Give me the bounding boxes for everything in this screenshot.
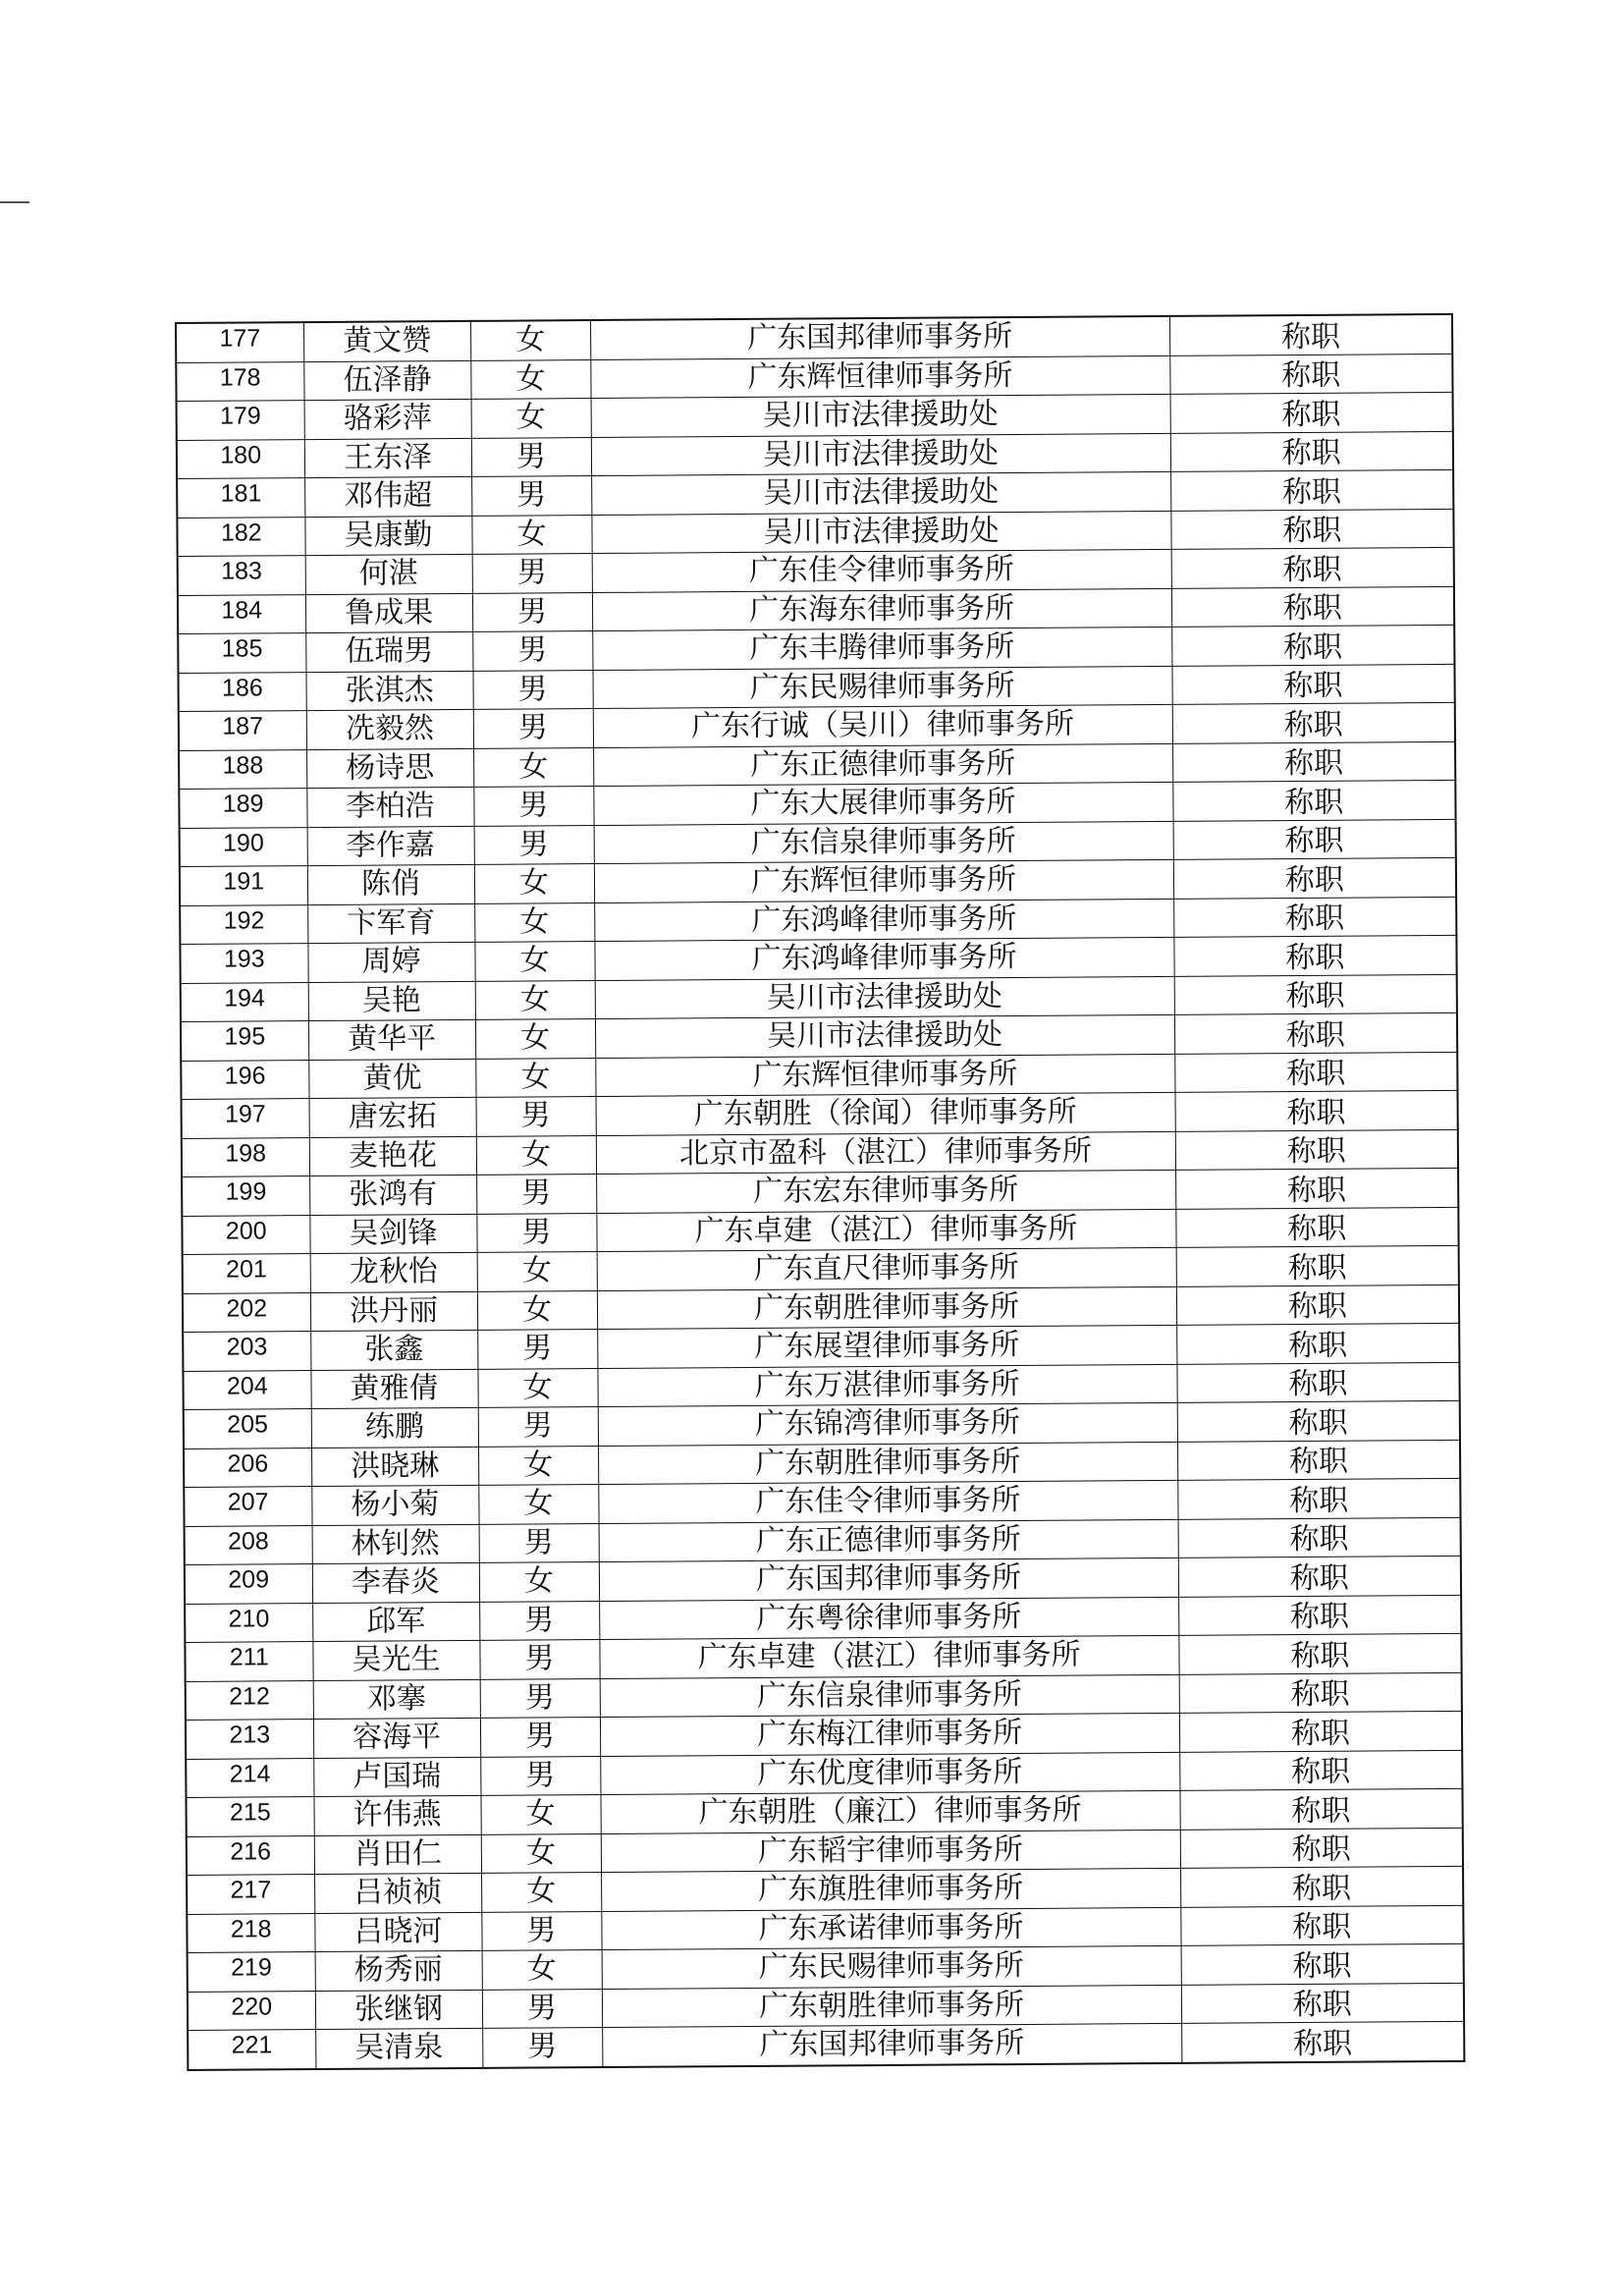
law-firm-cell: 广东鸿峰律师事务所 xyxy=(594,937,1173,980)
evaluation-result-cell: 称职 xyxy=(1169,314,1452,355)
lawyer-name-cell: 龙秋怡 xyxy=(310,1252,477,1292)
evaluation-result-cell: 称职 xyxy=(1172,780,1455,821)
gender-cell: 男 xyxy=(479,1601,599,1640)
gender-cell: 女 xyxy=(474,902,594,942)
row-number-cell: 202 xyxy=(183,1292,310,1332)
law-firm-cell: 广东优度律师事务所 xyxy=(600,1752,1179,1795)
law-firm-cell: 广东万湛律师事务所 xyxy=(597,1364,1176,1407)
row-number-cell: 210 xyxy=(185,1603,312,1642)
gender-cell: 男 xyxy=(472,631,592,671)
law-firm-cell: 广东朝胜（廉江）律师事务所 xyxy=(600,1790,1179,1833)
gender-cell: 男 xyxy=(482,2028,602,2068)
lawyer-name-cell: 吕祯祯 xyxy=(314,1873,481,1913)
row-number-cell: 203 xyxy=(183,1332,310,1371)
row-number-cell: 186 xyxy=(178,672,305,711)
lawyer-name-cell: 吴清泉 xyxy=(315,2028,482,2068)
lawyer-name-cell: 何湛 xyxy=(305,554,472,594)
evaluation-result-cell: 称职 xyxy=(1169,354,1452,395)
lawyer-name-cell: 林钊然 xyxy=(312,1524,479,1564)
row-number-cell: 200 xyxy=(182,1215,309,1254)
gender-cell: 女 xyxy=(473,747,593,787)
lawyer-name-cell: 张继钢 xyxy=(315,1990,482,2030)
evaluation-result-cell: 称职 xyxy=(1170,469,1453,511)
table-body xyxy=(176,314,1464,2070)
lawyer-name-cell: 李作嘉 xyxy=(307,826,474,866)
law-firm-cell: 广东国邦律师事务所 xyxy=(602,2023,1181,2066)
gender-cell: 男 xyxy=(479,1640,599,1679)
gender-cell: 女 xyxy=(474,864,594,903)
gender-cell: 女 xyxy=(474,942,594,981)
gender-cell: 男 xyxy=(476,1097,596,1136)
evaluation-result-cell: 称职 xyxy=(1180,1866,1463,1907)
gender-cell: 女 xyxy=(471,399,591,438)
gender-cell: 女 xyxy=(475,1058,595,1097)
evaluation-result-cell: 称职 xyxy=(1177,1440,1460,1481)
evaluation-result-cell: 称职 xyxy=(1172,741,1455,783)
law-firm-cell: 广东信泉律师事务所 xyxy=(600,1674,1179,1718)
row-number-cell: 217 xyxy=(187,1875,314,1914)
evaluation-result-cell: 称职 xyxy=(1179,1711,1462,1752)
evaluation-result-cell: 称职 xyxy=(1178,1556,1461,1597)
gender-cell: 男 xyxy=(471,476,591,516)
gender-cell: 女 xyxy=(478,1446,598,1485)
row-number-cell: 207 xyxy=(184,1487,311,1526)
lawyer-name-cell: 许伟燕 xyxy=(313,1795,480,1835)
evaluation-result-cell: 称职 xyxy=(1176,1285,1459,1326)
evaluation-result-cell: 称职 xyxy=(1177,1400,1460,1442)
lawyer-name-cell: 伍泽静 xyxy=(303,360,470,401)
lawyer-name-cell: 张鑫 xyxy=(310,1330,477,1370)
law-firm-cell: 广东佳令律师事务所 xyxy=(592,549,1171,592)
evaluation-result-cell: 称职 xyxy=(1181,1983,1464,2024)
gender-cell: 男 xyxy=(480,1678,600,1718)
lawyer-name-cell: 卞军育 xyxy=(307,903,474,944)
row-number-cell: 221 xyxy=(188,2030,315,2070)
row-number-cell: 187 xyxy=(179,711,306,750)
evaluation-result-cell: 称职 xyxy=(1180,1828,1463,1869)
gender-cell: 男 xyxy=(472,592,592,631)
row-number-cell: 216 xyxy=(187,1835,314,1875)
lawyer-name-cell: 骆彩萍 xyxy=(304,399,471,439)
law-firm-cell: 广东朝胜（徐闻）律师事务所 xyxy=(596,1092,1175,1135)
lawyer-name-cell: 吴康勤 xyxy=(304,516,471,556)
lawyer-name-cell: 黄雅倩 xyxy=(310,1369,477,1409)
row-number-cell: 209 xyxy=(185,1564,312,1604)
row-number-cell: 215 xyxy=(186,1797,313,1836)
gender-cell: 男 xyxy=(477,1330,597,1369)
gender-cell: 女 xyxy=(481,1873,601,1912)
gender-cell: 男 xyxy=(473,787,593,826)
lawyer-name-cell: 唐宏拓 xyxy=(309,1097,476,1137)
lawyer-name-cell: 卢国瑞 xyxy=(313,1757,480,1797)
gender-cell: 男 xyxy=(480,1756,600,1795)
row-number-cell: 188 xyxy=(179,749,306,789)
lawyer-name-cell: 杨小菊 xyxy=(311,1485,478,1525)
row-number-cell: 191 xyxy=(180,866,307,905)
law-firm-cell: 吴川市法律援助处 xyxy=(591,511,1170,554)
row-number-cell: 218 xyxy=(187,1913,314,1952)
gender-cell: 女 xyxy=(481,1833,601,1873)
row-number-cell: 178 xyxy=(176,361,303,401)
row-number-cell: 206 xyxy=(184,1448,311,1487)
row-number-cell: 179 xyxy=(177,401,304,440)
lawyer-name-cell: 张鸿有 xyxy=(309,1175,476,1215)
evaluation-result-cell: 称职 xyxy=(1181,2021,1464,2062)
law-firm-cell: 广东辉恒律师事务所 xyxy=(595,1054,1174,1097)
row-number-cell: 189 xyxy=(179,789,306,828)
law-firm-cell: 广东民赐律师事务所 xyxy=(602,1945,1181,1989)
law-firm-cell: 广东卓建（湛江）律师事务所 xyxy=(599,1635,1178,1678)
evaluation-result-cell: 称职 xyxy=(1171,625,1454,666)
lawyer-name-cell: 杨诗思 xyxy=(306,748,473,789)
gender-cell: 女 xyxy=(475,1019,595,1059)
law-firm-cell: 吴川市法律援助处 xyxy=(591,394,1170,437)
gender-cell: 男 xyxy=(471,437,591,476)
row-number-cell: 195 xyxy=(181,1021,308,1061)
evaluation-result-cell: 称职 xyxy=(1175,1168,1458,1209)
gender-cell: 女 xyxy=(480,1795,600,1834)
evaluation-result-cell: 称职 xyxy=(1175,1207,1458,1248)
law-firm-cell: 广东行诚（吴川）律师事务所 xyxy=(593,704,1172,747)
gender-cell: 女 xyxy=(476,1135,596,1175)
lawyer-name-cell: 李柏浩 xyxy=(306,787,473,827)
lawyer-name-cell: 冼毅然 xyxy=(306,709,473,749)
law-firm-cell: 广东承诺律师事务所 xyxy=(601,1907,1180,1950)
evaluation-result-cell: 称职 xyxy=(1179,1788,1462,1830)
gender-cell: 女 xyxy=(477,1290,597,1330)
evaluation-result-cell: 称职 xyxy=(1170,392,1453,433)
gender-cell: 男 xyxy=(478,1407,598,1447)
row-number-cell: 208 xyxy=(185,1525,312,1564)
law-firm-cell: 广东辉恒律师事务所 xyxy=(594,859,1173,902)
law-firm-cell: 吴川市法律援助处 xyxy=(595,1014,1174,1058)
lawyer-name-cell: 黄文赞 xyxy=(303,321,470,361)
lawyer-name-cell: 洪晓琳 xyxy=(311,1447,478,1487)
table-row xyxy=(188,2021,1464,2069)
row-number-cell: 199 xyxy=(182,1176,309,1216)
evaluation-result-cell: 称职 xyxy=(1173,935,1456,976)
evaluation-result-cell: 称职 xyxy=(1180,1905,1463,1946)
gender-cell: 女 xyxy=(479,1562,599,1602)
law-firm-cell: 广东正德律师事务所 xyxy=(593,743,1172,787)
gender-cell: 女 xyxy=(482,1950,602,1990)
lawyer-name-cell: 洪丹丽 xyxy=(310,1291,477,1332)
law-firm-cell: 广东朝胜律师事务所 xyxy=(597,1286,1176,1330)
row-number-cell: 182 xyxy=(177,517,304,556)
law-firm-cell: 广东卓建（湛江）律师事务所 xyxy=(596,1209,1175,1252)
row-number-cell: 185 xyxy=(178,633,305,673)
lawyer-name-cell: 吴艳 xyxy=(308,981,475,1021)
gender-cell: 男 xyxy=(479,1523,599,1562)
law-firm-cell: 广东国邦律师事务所 xyxy=(599,1558,1178,1601)
evaluation-result-cell: 称职 xyxy=(1178,1595,1461,1636)
law-firm-cell: 广东信泉律师事务所 xyxy=(594,821,1173,864)
evaluation-result-cell: 称职 xyxy=(1170,509,1453,550)
row-number-cell: 197 xyxy=(182,1099,309,1138)
lawyer-name-cell: 李春炎 xyxy=(312,1562,479,1603)
gender-cell: 女 xyxy=(477,1368,597,1407)
lawyer-name-cell: 容海平 xyxy=(313,1718,480,1758)
gender-cell: 男 xyxy=(481,1911,601,1950)
law-firm-cell: 广东朝胜律师事务所 xyxy=(602,1985,1181,2028)
row-number-cell: 196 xyxy=(181,1060,308,1099)
gender-cell: 女 xyxy=(477,1252,597,1291)
evaluation-result-cell: 称职 xyxy=(1175,1129,1458,1171)
lawyer-name-cell: 邓搴 xyxy=(313,1679,480,1720)
row-number-cell: 214 xyxy=(186,1758,313,1797)
law-firm-cell: 广东展望律师事务所 xyxy=(597,1325,1176,1368)
row-number-cell: 212 xyxy=(186,1680,313,1720)
gender-cell: 女 xyxy=(470,320,590,360)
lawyer-name-cell: 陈俏 xyxy=(307,864,474,904)
law-firm-cell: 北京市盈科（湛江）律师事务所 xyxy=(596,1131,1175,1175)
evaluation-result-cell: 称职 xyxy=(1176,1323,1459,1364)
law-firm-cell: 广东海东律师事务所 xyxy=(592,588,1171,631)
row-number-cell: 205 xyxy=(184,1409,311,1449)
law-firm-cell: 广东民赐律师事务所 xyxy=(592,666,1171,709)
gender-cell: 女 xyxy=(471,515,591,554)
gender-cell: 男 xyxy=(474,825,594,864)
lawyer-name-cell: 周婷 xyxy=(307,942,474,982)
lawyer-name-cell: 王东泽 xyxy=(304,438,471,478)
lawyer-name-cell: 黄优 xyxy=(308,1059,475,1099)
law-firm-cell: 广东辉恒律师事务所 xyxy=(590,355,1169,399)
evaluation-result-cell: 称职 xyxy=(1170,431,1453,472)
evaluation-result-cell: 称职 xyxy=(1173,819,1456,860)
law-firm-cell: 广东丰腾律师事务所 xyxy=(592,627,1171,670)
evaluation-result-cell: 称职 xyxy=(1172,702,1455,743)
row-number-cell: 198 xyxy=(182,1137,309,1176)
row-number-cell: 177 xyxy=(176,322,303,362)
gender-cell: 女 xyxy=(475,980,595,1019)
evaluation-result-cell: 称职 xyxy=(1179,1672,1462,1714)
row-number-cell: 194 xyxy=(181,982,308,1021)
row-number-cell: 193 xyxy=(180,944,307,983)
evaluation-result-cell: 称职 xyxy=(1174,1012,1457,1054)
row-number-cell: 219 xyxy=(188,1952,315,1992)
law-firm-cell: 吴川市法律援助处 xyxy=(591,471,1170,515)
gender-cell: 男 xyxy=(472,554,592,593)
lawyer-name-cell: 黄华平 xyxy=(308,1019,475,1060)
evaluation-result-cell: 称职 xyxy=(1176,1362,1459,1403)
gender-cell: 男 xyxy=(476,1175,596,1214)
row-number-cell: 220 xyxy=(188,1991,315,2030)
lawyer-name-cell: 伍瑞男 xyxy=(305,631,472,672)
lawyer-name-cell: 吕晓河 xyxy=(314,1912,481,1952)
evaluation-result-cell: 称职 xyxy=(1173,897,1456,938)
lawyer-evaluation-table xyxy=(175,313,1465,2071)
evaluation-result-cell: 称职 xyxy=(1173,857,1456,899)
row-number-cell: 181 xyxy=(177,478,304,518)
row-number-cell: 201 xyxy=(183,1254,310,1293)
gender-cell: 男 xyxy=(473,709,593,748)
gender-cell: 男 xyxy=(480,1718,600,1757)
row-number-cell: 192 xyxy=(180,904,307,944)
law-firm-cell: 广东宏东律师事务所 xyxy=(596,1170,1175,1213)
row-number-cell: 183 xyxy=(178,556,305,595)
law-firm-cell: 吴川市法律援助处 xyxy=(595,976,1174,1019)
lawyer-name-cell: 杨秀丽 xyxy=(315,1950,482,1991)
law-firm-cell: 吴川市法律援助处 xyxy=(591,433,1170,476)
roster-table-container xyxy=(175,313,1463,2071)
evaluation-result-cell: 称职 xyxy=(1177,1478,1460,1519)
evaluation-result-cell: 称职 xyxy=(1174,1052,1457,1093)
law-firm-cell: 广东直尺律师事务所 xyxy=(597,1247,1176,1290)
law-firm-cell: 广东朝胜律师事务所 xyxy=(598,1442,1177,1485)
law-firm-cell: 广东梅江律师事务所 xyxy=(600,1713,1179,1756)
lawyer-name-cell: 邱军 xyxy=(312,1602,479,1642)
row-number-cell: 190 xyxy=(180,827,307,866)
law-firm-cell: 广东旗胜律师事务所 xyxy=(601,1868,1180,1911)
evaluation-result-cell: 称职 xyxy=(1181,1943,1464,1985)
gender-cell: 女 xyxy=(478,1485,598,1524)
lawyer-name-cell: 肖田仁 xyxy=(314,1834,481,1875)
lawyer-name-cell: 吴剑锋 xyxy=(309,1214,476,1254)
evaluation-result-cell: 称职 xyxy=(1175,1090,1458,1131)
gender-cell: 男 xyxy=(472,670,592,709)
law-firm-cell: 广东大展律师事务所 xyxy=(593,782,1172,825)
row-number-cell: 184 xyxy=(178,594,305,633)
lawyer-name-cell: 吴光生 xyxy=(312,1640,479,1680)
lawyer-name-cell: 练鹏 xyxy=(311,1407,478,1448)
evaluation-result-cell: 称职 xyxy=(1176,1245,1459,1286)
row-number-cell: 180 xyxy=(177,439,304,478)
evaluation-result-cell: 称职 xyxy=(1174,974,1457,1015)
evaluation-result-cell: 称职 xyxy=(1171,547,1454,588)
gender-cell: 男 xyxy=(476,1213,596,1252)
evaluation-result-cell: 称职 xyxy=(1171,586,1454,628)
lawyer-name-cell: 张淇杰 xyxy=(305,671,472,711)
law-firm-cell: 广东粤徐律师事务所 xyxy=(599,1597,1178,1640)
law-firm-cell: 广东国邦律师事务所 xyxy=(590,316,1169,359)
evaluation-result-cell: 称职 xyxy=(1178,1517,1461,1558)
gender-cell: 女 xyxy=(470,359,590,399)
evaluation-result-cell: 称职 xyxy=(1171,664,1454,705)
lawyer-name-cell: 麦艳花 xyxy=(309,1136,476,1176)
evaluation-result-cell: 称职 xyxy=(1178,1633,1461,1674)
law-firm-cell: 广东锦湾律师事务所 xyxy=(598,1402,1177,1446)
row-number-cell: 204 xyxy=(183,1370,310,1409)
lawyer-name-cell: 鲁成果 xyxy=(305,593,472,633)
row-number-cell: 211 xyxy=(185,1642,312,1681)
evaluation-result-cell: 称职 xyxy=(1179,1750,1462,1791)
law-firm-cell: 广东正德律师事务所 xyxy=(599,1519,1178,1562)
law-firm-cell: 广东韬宇律师事务所 xyxy=(601,1830,1180,1873)
lawyer-name-cell: 邓伟超 xyxy=(304,476,471,517)
page-edge-mark xyxy=(0,201,29,203)
law-firm-cell: 广东鸿峰律师事务所 xyxy=(594,899,1173,942)
law-firm-cell: 广东佳令律师事务所 xyxy=(598,1480,1177,1523)
gender-cell: 男 xyxy=(482,1989,602,2028)
row-number-cell: 213 xyxy=(186,1720,313,1759)
